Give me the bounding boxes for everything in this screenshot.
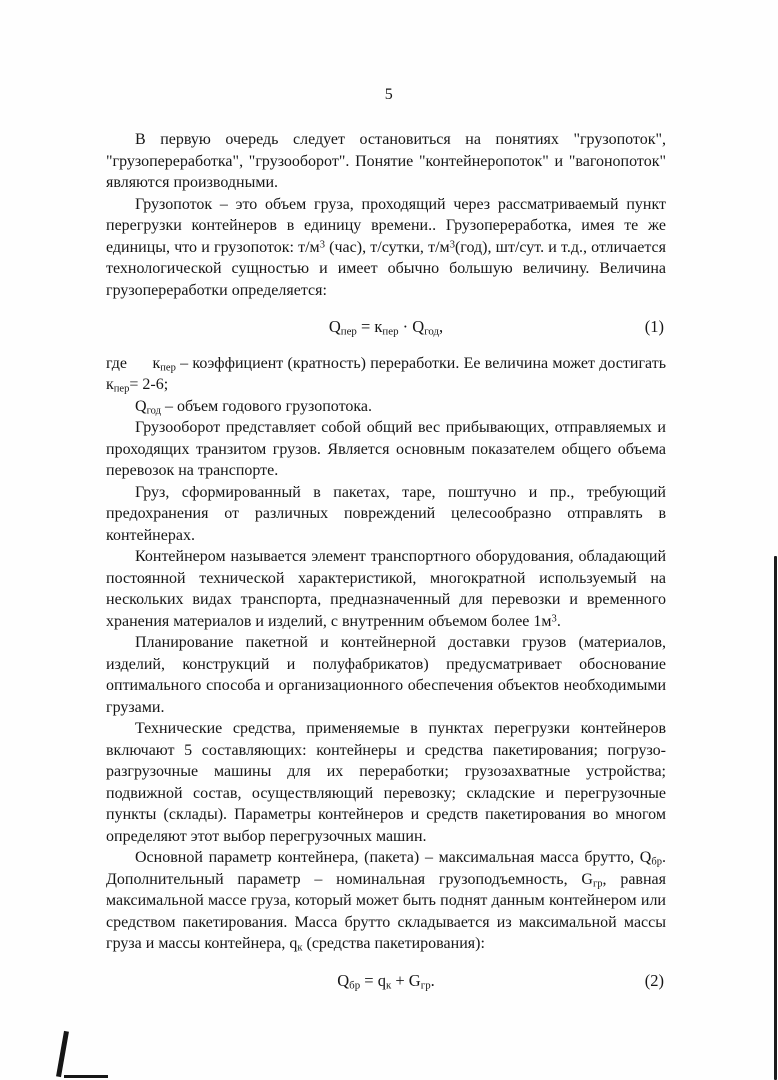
equation-number: (2) — [644, 970, 664, 990]
equation — [106, 316, 666, 338]
subscript: пер — [340, 325, 357, 338]
subscript: к — [297, 942, 303, 954]
page-number: 5 — [384, 86, 394, 103]
text-run: Планирование пакетной и контейнерной доставки грузов (материалов, изделий, конструкций и полуфабрикатов) предусматривает обоснование оптимального способа и организационного обеспечения объектов необходимыми грузами. — [106, 634, 666, 716]
scan-artifact-bottom-left — [56, 1031, 69, 1077]
paragraph — [106, 632, 666, 718]
subscript: пер — [382, 325, 399, 338]
text-run: Груз, сформированный в пакетах, таре, поштучно и пр., требующий предохранения от различных повреждений целесообразно отправлять в контейнерах. — [106, 483, 666, 544]
scan-artifact-right-edge — [774, 556, 777, 1080]
text-run: (час), т/сутки, т/м — [324, 238, 450, 256]
text-run: (средства пакетирования): — [302, 935, 485, 952]
subscript: бр — [651, 856, 662, 868]
text-run: В первую очередь следует остановиться на понятиях "грузопоток", "грузопереработка", "грузооборот". Понятие "контейнеропоток" и "вагонопоток" являются производными. — [106, 131, 666, 191]
text-run: Контейнером называется элемент транспортного оборудования, обладающий постоянной технической характеристикой, многократной используемый на нескольких видах транспорта, предназначенный для перевозки и временного хранения материалов и изделий, с внутренним объемом более 1м — [106, 548, 666, 630]
text-run: . Дополнительный параметр – номинальная грузоподъемность, G — [106, 849, 666, 888]
text-run: – коэффициент (кратность) переработки. Ее величина может достигать к — [106, 354, 667, 393]
text-run: Грузооборот представляет собой общий вес прибывающих, отправляемых и проходящих транзитом грузов. Является основным показателем общего объема перевозок на транспорте. — [106, 419, 666, 479]
text-run: Технические средства, применяемые в пунктах перегрузки контейнеров включают 5 составляющих: контейнеры и средства пакетирования; погрузо-разгрузочные машины для их переработки; грузозахватные устройства; подвижной состав, осуществляющий перевозку; складские и перегрузочные пункты (склады). Параметры контейнеров и средств пакетирования во многом определяют этот выбор перегрузочных машин. — [106, 720, 666, 845]
text-run: – объем годового грузопотока. — [160, 397, 373, 415]
superscript: 3 — [551, 612, 557, 624]
text-run: = к — [356, 317, 383, 336]
text-run: . — [430, 970, 435, 990]
subscript: гр — [592, 878, 603, 890]
subscript: пер — [113, 383, 130, 395]
equation-number: (1) — [644, 317, 664, 336]
subscript: год — [146, 405, 161, 417]
paragraph — [106, 396, 666, 418]
paragraph — [106, 482, 666, 547]
paragraph — [106, 417, 666, 482]
text-run: , — [439, 317, 444, 336]
subscript: к — [385, 979, 392, 992]
paragraph — [106, 129, 666, 194]
paragraph — [106, 353, 666, 396]
text-run: Грузопоток – это объем груза, проходящий через рассматриваемый пункт перегрузки контейнеров в единицу времени.. Грузопереработка, имея те же единицы, что и грузопоток: т/м — [106, 195, 666, 256]
text-run: . — [556, 612, 561, 630]
text-run: + G — [391, 970, 421, 990]
paragraph — [106, 194, 666, 302]
page-body — [106, 129, 666, 991]
text-run: Q — [337, 970, 350, 990]
text-run: где к — [106, 354, 161, 372]
subscript: бр — [349, 979, 361, 992]
superscript: 3 — [449, 238, 455, 250]
text-run: Q — [135, 397, 147, 415]
subscript: пер — [160, 362, 176, 374]
subscript: гр — [420, 979, 431, 992]
scan-artifact-bottom-line — [64, 1075, 108, 1078]
text-run: Основной параметр контейнера, (пакета) – максимальная масса брутто, Q — [135, 849, 652, 866]
paragraph — [106, 546, 666, 632]
paragraph — [106, 847, 666, 955]
equation — [106, 970, 666, 992]
text-run: Q — [328, 317, 341, 336]
equation-formula — [337, 971, 435, 990]
equation-formula — [329, 317, 443, 336]
subscript: год — [424, 325, 440, 338]
paragraph — [106, 718, 666, 847]
text-run: (год), шт/сут. и т.д., отличается технологической сущностью и имеет обычно большую величину. Величина грузопереработки определяется: — [106, 238, 666, 299]
text-run: = 2-6; — [129, 376, 169, 393]
text-run: · Q — [398, 317, 425, 336]
superscript: 3 — [319, 238, 325, 250]
text-run: , равная максимальной массе груза, который может быть поднят данным контейнером или средством пакетирования. Масса брутто складывается из максимальной массы груза и массы контейнера, q — [106, 870, 666, 952]
text-run: = q — [360, 970, 386, 990]
